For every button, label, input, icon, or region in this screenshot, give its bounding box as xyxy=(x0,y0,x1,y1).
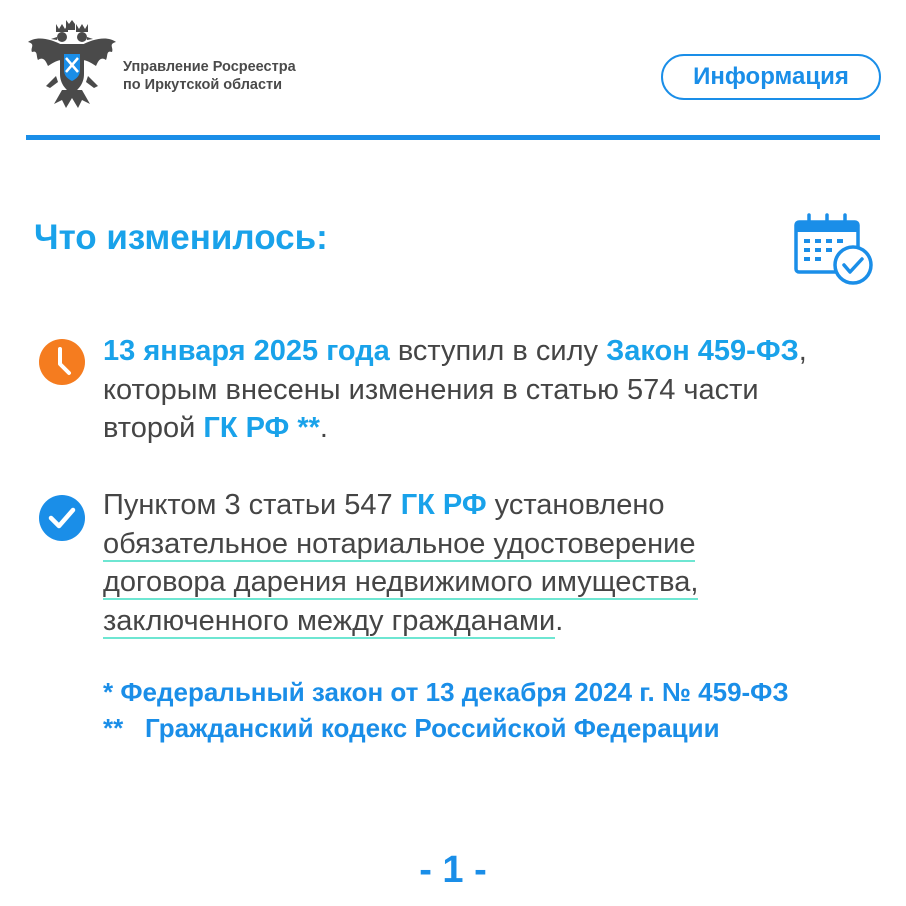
text-fragment: Пунктом 3 статьи 547 xyxy=(103,489,401,521)
paragraph-2-line-1 xyxy=(103,486,893,525)
text-fragment: , xyxy=(798,335,807,367)
civil-code-reference: ГК РФ ** xyxy=(203,412,320,444)
law-name: Закон 459-ФЗ xyxy=(606,335,799,367)
clock-icon xyxy=(38,338,86,386)
calendar-check-icon xyxy=(792,212,876,288)
paragraph-1-line-3 xyxy=(103,409,893,448)
paragraph-2-line-2 xyxy=(103,525,893,564)
footnote-2 xyxy=(103,710,789,746)
footnote-2-text: Гражданский кодекс Российской Федерации xyxy=(145,713,720,743)
underlined-text: заключенного между гражданами xyxy=(103,604,556,637)
text-fragment: установлено xyxy=(486,489,665,521)
paragraph-1-line-1 xyxy=(103,332,893,371)
text-fragment: вступил в силу xyxy=(389,335,607,367)
underlined-text: договора дарения недвижимого имущества, xyxy=(103,566,699,598)
organization-name-line-2: по Иркутской области xyxy=(123,77,283,93)
section-title: Что изменилось: xyxy=(34,218,328,257)
header-divider xyxy=(26,135,880,140)
text-fragment: . xyxy=(319,412,328,444)
text-fragment: . xyxy=(555,604,564,637)
page-number: - 1 - xyxy=(419,849,487,891)
text-fragment: второй xyxy=(103,412,204,444)
paragraph-2-line-4 xyxy=(103,602,893,641)
civil-code-reference: ГК РФ xyxy=(400,489,487,521)
organization-name xyxy=(123,58,296,94)
checkmark-circle-icon xyxy=(38,494,86,542)
organization-name-line-1: Управление Росреестра xyxy=(123,59,296,75)
footnote-2-marker: ** xyxy=(103,713,124,743)
information-badge: Информация xyxy=(661,54,881,100)
paragraph-law-effective xyxy=(103,332,893,448)
paragraph-1-line-2: которым внесены изменения в статью 574 части xyxy=(103,373,759,406)
underlined-text: обязательное нотариальное удостоверение xyxy=(103,527,696,560)
double-headed-eagle-emblem-icon xyxy=(26,20,118,112)
effective-date: 13 января 2025 года xyxy=(103,335,390,367)
footnotes xyxy=(103,674,789,746)
footnote-1: * Федеральный закон от 13 декабря 2024 г. № 459-ФЗ xyxy=(103,677,789,707)
paragraph-2-line-3 xyxy=(103,563,893,602)
paragraph-notary-requirement xyxy=(103,486,893,640)
